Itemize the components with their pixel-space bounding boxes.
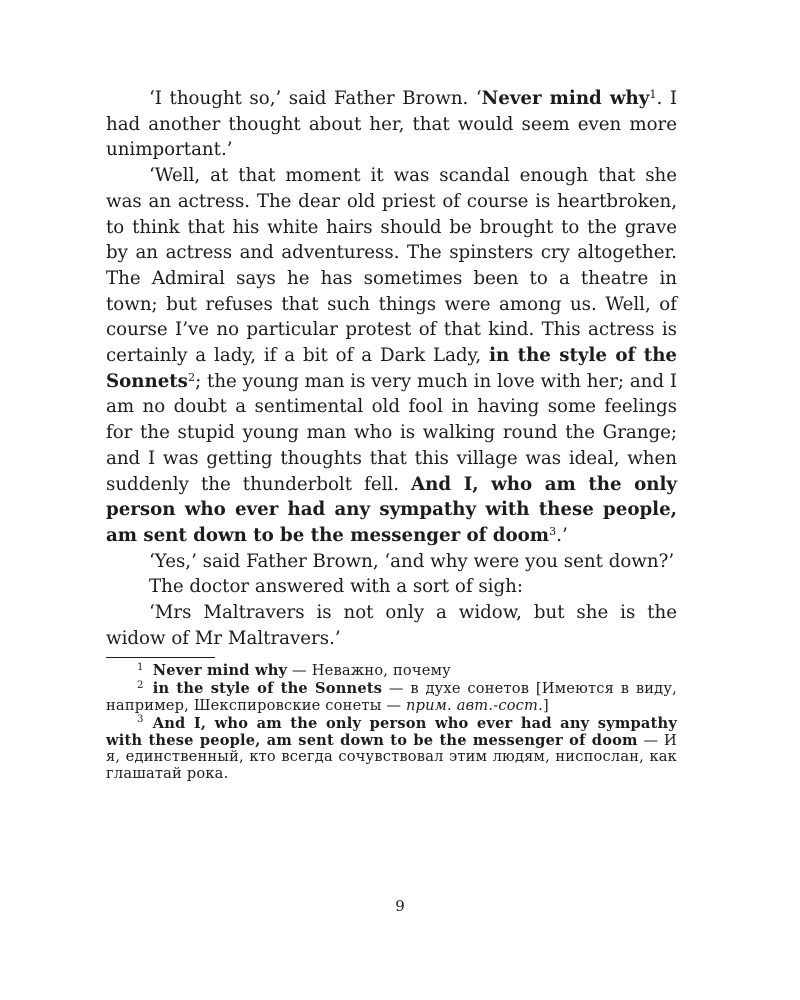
footnote-number: 1 — [137, 661, 144, 673]
footnote-ref-2[interactable]: 2 — [187, 370, 196, 384]
footnote-1 — [106, 663, 677, 680]
bold-phrase: in the style of the Sonnets — [106, 345, 678, 392]
text: . I had another thought about her, that would seem even more unimportant.’ — [106, 88, 678, 161]
footnote-term: And I, who am the only person who ever had any sympathy with these people, am sent down to be the messenger of doom — [106, 714, 677, 749]
paragraph-4: The doctor answered with a sort of sigh: — [149, 576, 523, 598]
footnote-dash: — — [287, 662, 312, 680]
bold-phrase: And I, who am the only person who ever had any sympathy with these people, am sent down to be the messenger of doom — [106, 473, 677, 546]
main-text — [106, 86, 677, 651]
footnote-translation: И я, единственный, кто всегда сочувствовал этим людям, ниспослан, как глашатай рока. — [106, 731, 677, 783]
footnote-2 — [106, 681, 677, 715]
paragraph-1 — [106, 86, 677, 163]
footnote-number: 2 — [137, 679, 144, 691]
footnote-term: Never mind why — [152, 662, 288, 680]
footnote-dash: — — [637, 731, 665, 749]
footnote-translation: Неважно, почему — [311, 662, 451, 680]
footnote-3 — [106, 716, 677, 783]
footnotes — [106, 663, 677, 783]
text: ‘Well, at that moment it was scandal enough that she was an actress. The dear old priest of course is heartbroken, to think that his white hairs should be brought to the grave by an actress and adventuress. The spinsters cry altogether. The Admiral says he has sometimes been to a theatre in town; but refuses that such things were among us. Well, of course I’ve no particular protest of that kind. This actress is certainly a lady, if a bit of a Dark Lady, — [106, 165, 677, 367]
footnote-ref-1[interactable]: 1 — [649, 87, 657, 101]
book-page — [106, 86, 677, 784]
footnote-term: in the style of the Sonnets — [152, 680, 383, 698]
paragraph-3: ‘Yes,’ said Father Brown, ‘and why were you sent down?’ — [149, 550, 675, 572]
footnote-number: 3 — [137, 714, 144, 726]
footnote-ref-3[interactable]: 3 — [549, 524, 557, 538]
page-number: 9 — [395, 897, 405, 915]
footnote-divider — [106, 657, 215, 658]
footnote-bracket: ] — [542, 697, 549, 715]
paragraph-2 — [106, 163, 677, 549]
footnote-dash: — — [382, 680, 411, 698]
bold-phrase: Never mind why — [481, 88, 650, 109]
text: ‘I thought so,’ said Father Brown. ‘ — [149, 88, 482, 109]
text: .’ — [556, 524, 568, 546]
paragraph-5: ‘Mrs Maltravers is not only a widow, but she is the widow of Mr Maltravers.’ — [106, 602, 677, 649]
text: ; the young man is very much in love with her; and I am no doubt a sentimental old fool in having some feelings for the stupid young man who is walking round the Grange; and I was getting thoughts that this village was ideal, when suddenly the thunderbolt fell. — [106, 370, 677, 495]
footnote-translation: в духе сонетов [Имеются в виду, например, Шекспировские сонеты — — [106, 680, 677, 715]
footnote-note: прим. авт.-сост. — [406, 697, 543, 715]
